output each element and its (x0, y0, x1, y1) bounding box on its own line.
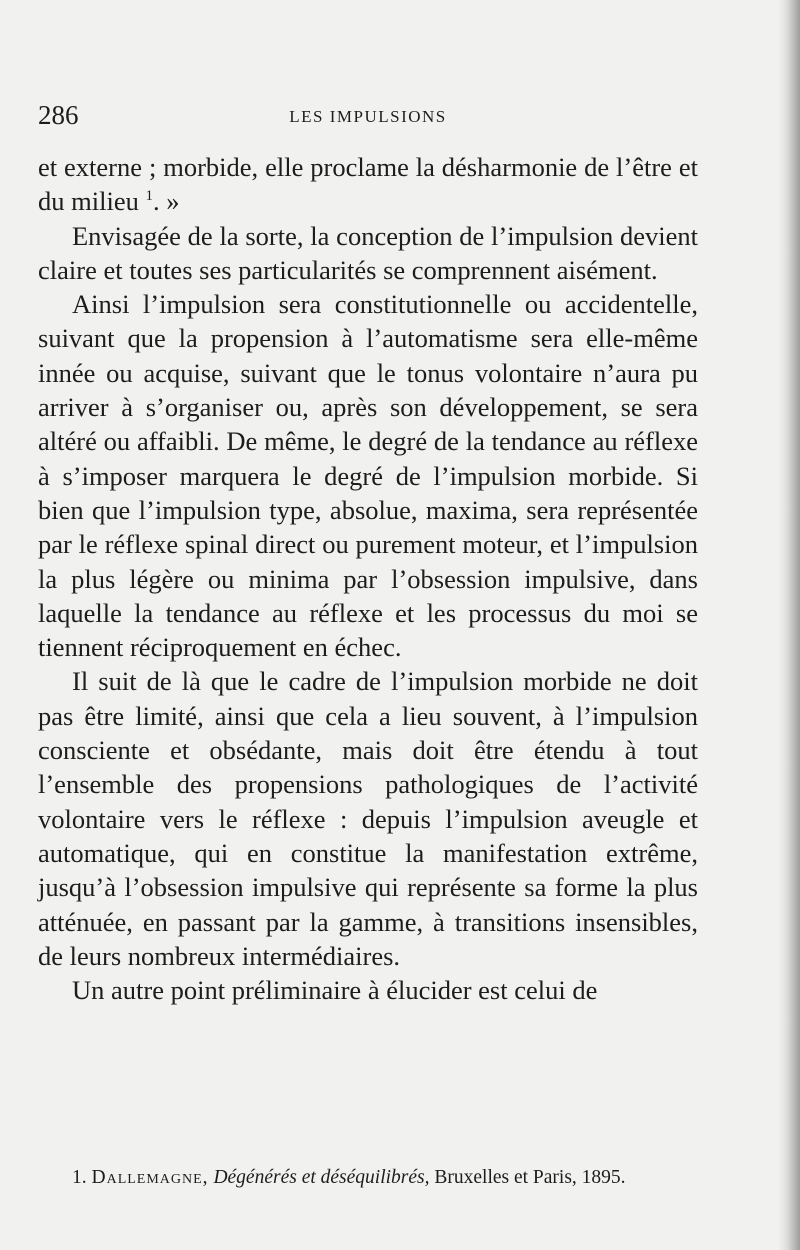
running-head: LES IMPULSIONS (289, 107, 447, 126)
page-edge-shadow (778, 0, 800, 1250)
paragraph-5: Un autre point préliminaire à élucider est celui de (72, 975, 598, 1006)
footnote (38, 1165, 698, 1191)
paragraph-1-closing: . » (152, 186, 180, 217)
footnote-author: Dallemagne, (91, 1167, 209, 1188)
paragraph-3: Ainsi l’impulsion sera constitutionnelle ou accidentelle, suivant que la propension à l’automatisme sera elle-même innée ou acquise, suivant que le tonus volontaire n’aura pu arriver à s’organiser ou, après son développement, se sera altéré ou affaibli. De même, le degré de la tendance au réflexe à s’imposer marquera le degré de l’impulsion morbide. Si bien que l’impulsion type, absolue, maxima, sera représentée par le réflexe spinal direct ou purement moteur, et l’impulsion la plus légère ou minima par l’obsession impulsive, dans laquelle la tendance au réflexe et les processus du moi se tiennent réciproquement en échec. (38, 289, 698, 663)
footnote-title: Dégénérés et déséquilibrés, (213, 1167, 430, 1188)
paragraph-1 (38, 150, 698, 219)
page-header (38, 100, 698, 134)
page-number: 286 (38, 100, 79, 130)
paragraph-1-text: et externe ; morbide, elle proclame la désharmonie de l’être et du milieu (38, 152, 698, 217)
paragraph-2: Envisagée de la sorte, la conception de l’impulsion devient claire et toutes ses particularités se comprennent aisément. (38, 220, 698, 285)
footnote-marker[interactable]: 1 (145, 188, 153, 205)
body-text (38, 150, 698, 1007)
footnote-publication: Bruxelles et Paris, 1895. (434, 1167, 626, 1188)
paragraph-4: Il suit de là que le cadre de l’impulsion morbide ne doit pas être limité, ainsi que cela a lieu souvent, à l’impulsion consciente et obsédante, mais doit être étendu à tout l’ensemble des propensions pathologiques de l’activité volontaire vers le réflexe : depuis l’impulsion aveugle et automatique, qui en constitue la manifestation extrême, jusqu’à l’obsession impulsive qui représente sa forme la plus atténuée, en passant par la gamme, à transitions insensibles, de leurs nombreux intermédiaires. (38, 666, 698, 971)
footnote-number: 1. (72, 1167, 87, 1188)
